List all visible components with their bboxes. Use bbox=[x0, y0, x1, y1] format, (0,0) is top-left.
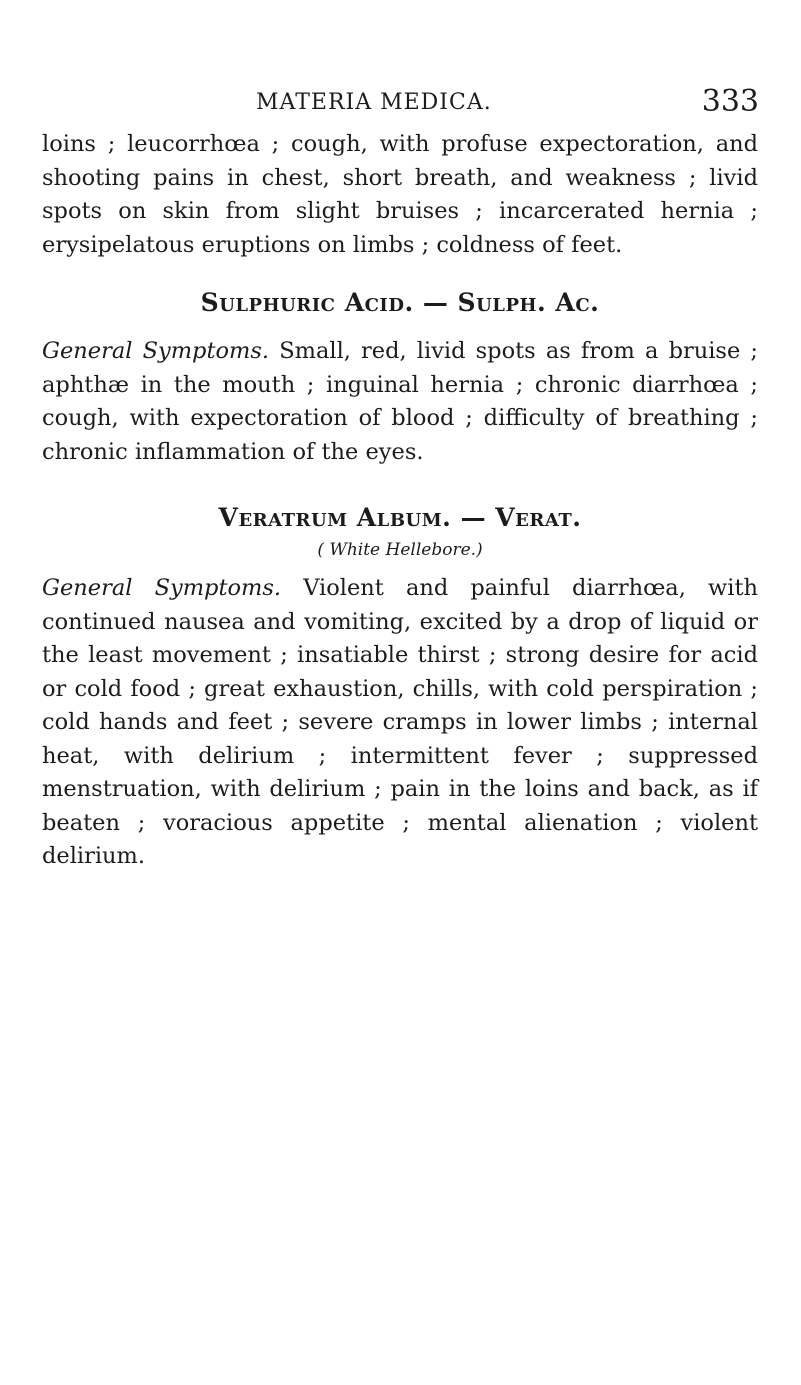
running-title: MATERIA MEDICA. bbox=[256, 90, 492, 115]
page-body bbox=[42, 128, 758, 874]
section-heading-sulphuric-acid: Sulphuric Acid. — Sulph. Ac. bbox=[200, 288, 600, 317]
section-subheading: ( White Hellebore.) bbox=[317, 540, 483, 560]
sulphuric-acid-paragraph bbox=[42, 335, 758, 469]
paragraph-text: Violent and painful diarrhœa, with continued nausea and vomiting, excited by a drop of liquid or the least movement ; insatiable thirst ; strong desire for acid or cold food ; great exhaustion, chills, with cold perspiration ; cold hands and feet ; severe cramps in lower limbs ; internal heat, with delirium ; intermittent fever ; suppressed menstruation, with delirium ; pain in the loins and back, as if beaten ; voracious appetite ; mental alienation ; violent delirium. bbox=[42, 575, 758, 869]
paragraph-text: Small, red, livid spots as from a bruise ; aphthæ in the mouth ; inguinal hernia ; chronic diarrhœa ; cough, with expectoration of blood ; difficulty of breathing ; chronic inflammation of the eyes. bbox=[42, 338, 758, 465]
veratrum-album-paragraph bbox=[42, 572, 758, 874]
continuation-paragraph: loins ; leucorrhœa ; cough, with profuse expectoration, and shooting pains in chest, short breath, and weakness ; livid spots on skin from slight bruises ; incarcerated hernia ; erysipelatous eruptions on limbs ; coldness of feet. bbox=[42, 131, 758, 258]
paragraph-lead: General Symptoms. bbox=[42, 575, 282, 601]
paragraph-lead: General Symptoms. bbox=[42, 338, 270, 364]
page-number: 333 bbox=[701, 84, 759, 119]
running-header bbox=[0, 80, 801, 120]
section-heading-veratrum-album: Veratrum Album. — Verat. bbox=[218, 503, 582, 532]
